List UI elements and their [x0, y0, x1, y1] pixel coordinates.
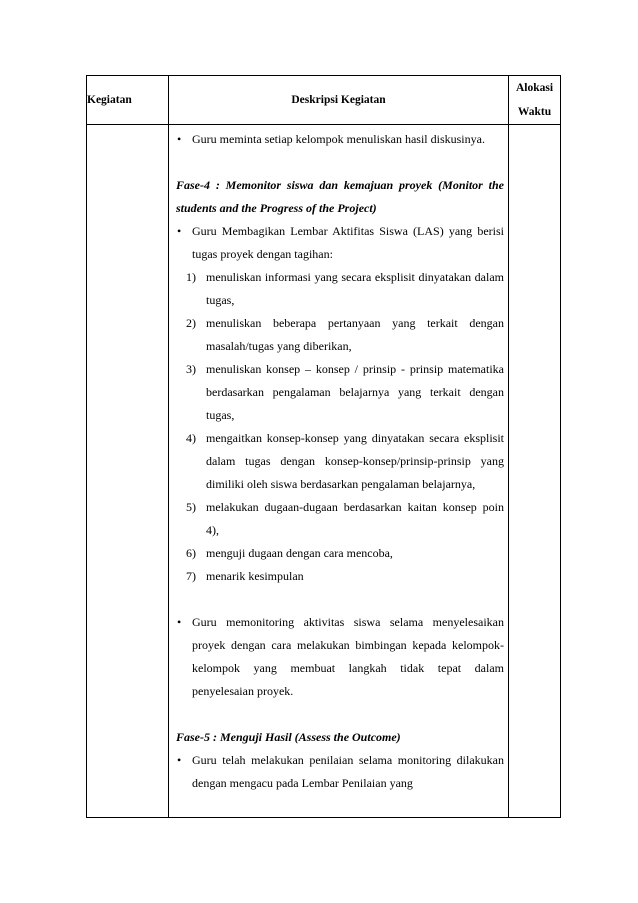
header-alokasi-waktu: [509, 76, 561, 125]
list-item: 2) menuliskan beberapa pertanyaan yang terkait dengan masalah/tugas yang diberikan,: [186, 316, 504, 353]
kegiatan-cell: [87, 125, 169, 818]
header-alokasi: Alokasi: [515, 82, 554, 94]
bullet-assess: • Guru telah melakukan penilaian selama monitoring dilakukan dengan mengacu pada Lembar Penilaian yang: [176, 749, 504, 795]
phase4-title: Fase-4 : Memonitor siswa dan kemajuan proyek (Monitor the students and the Progress of the Project): [176, 178, 504, 215]
list-item: 5) melakukan dugaan-dugaan berdasarkan kaitan konsep poin 4),: [186, 500, 504, 537]
list-item: 6) menguji dugaan dengan cara mencoba,: [186, 546, 393, 560]
task-list: [176, 266, 504, 588]
header-kegiatan: Kegiatan: [87, 76, 169, 125]
table-header-row: [87, 76, 561, 125]
header-deskripsi: Deskripsi Kegiatan: [169, 76, 509, 125]
bullet-intro: • Guru meminta setiap kelompok menuliskan hasil diskusinya.: [176, 128, 504, 151]
alokasi-cell: [509, 125, 561, 818]
activity-table: [86, 75, 561, 818]
list-item: 4) mengaitkan konsep-konsep yang dinyatakan secara eksplisit dalam tugas dengan konsep-konsep/prinsip-prinsip yang dimiliki oleh siswa berdasarkan pengalaman belajarnya,: [186, 431, 504, 491]
list-item: 1) menuliskan informasi yang secara eksplisit dinyatakan dalam tugas,: [186, 270, 504, 307]
header-waktu: Waktu: [517, 106, 552, 118]
bullet-las: • Guru Membagikan Lembar Aktifitas Siswa (LAS) yang berisi tugas proyek dengan tagihan:: [176, 220, 504, 266]
table-body-row: [87, 125, 561, 818]
phase5-title: Fase-5 : Menguji Hasil (Assess the Outcome): [176, 730, 401, 744]
list-item: 3) menuliskan konsep – konsep / prinsip - prinsip matematika berdasarkan pengalaman belajarnya yang terkait dengan tugas,: [186, 362, 504, 422]
bullet-monitor: • Guru memonitoring aktivitas siswa selama menyelesaikan proyek dengan cara melakukan bimbingan kepada kelompok-kelompok yang membuat langkah tidak tepat dalam penyelesaian proyek.: [176, 611, 504, 703]
list-item: 7) menarik kesimpulan: [186, 569, 304, 583]
deskripsi-cell: [169, 125, 509, 818]
